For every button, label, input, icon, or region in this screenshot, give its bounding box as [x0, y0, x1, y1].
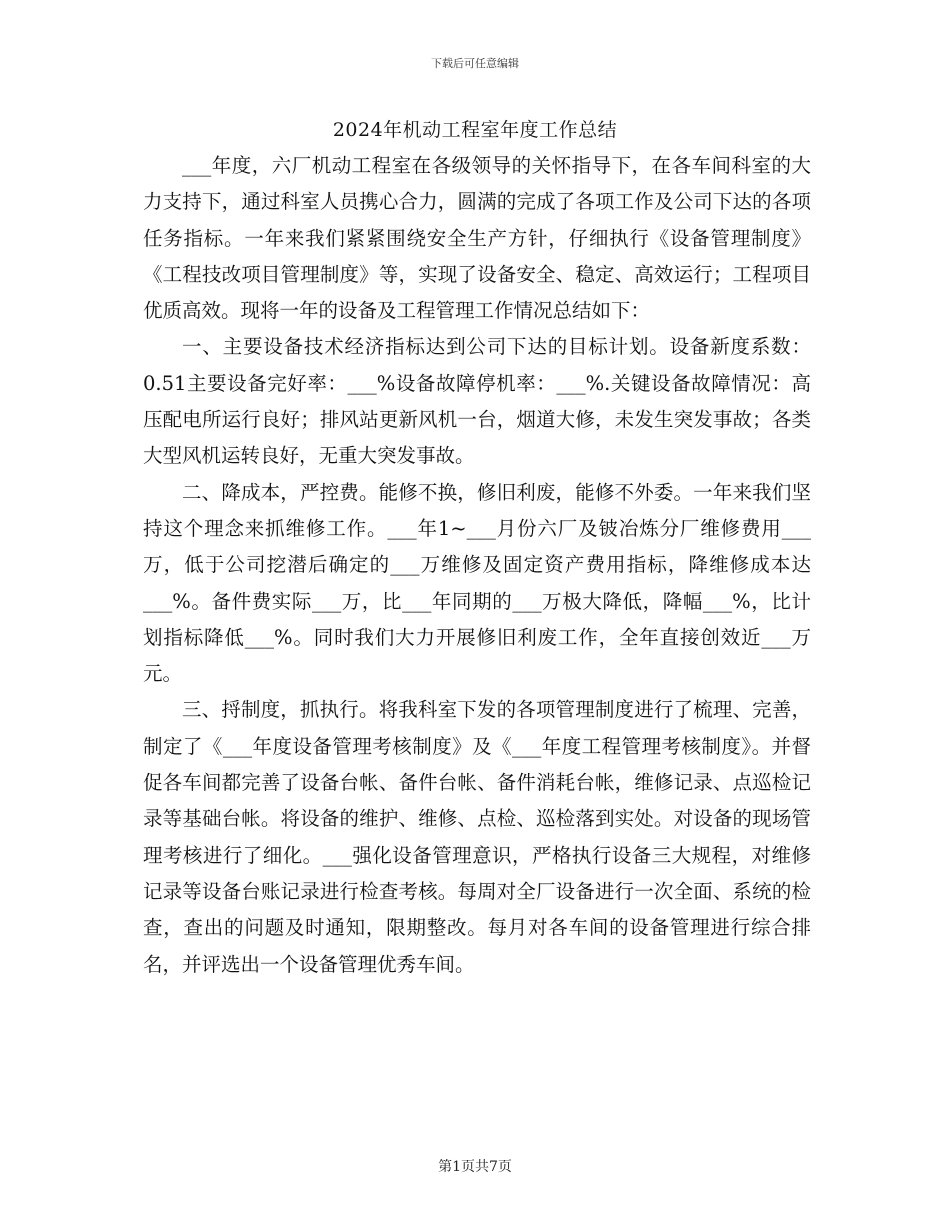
header-note: 下载后可任意编辑: [431, 57, 519, 70]
document-title: 2024年机动工程室年度工作总结: [332, 119, 618, 141]
paragraph-section-3: 三、捋制度，抓执行。将我科室下发的各项管理制度进行了梳理、完善，制定了《___年度设备管理考核制度》及《___年度工程管理考核制度》。并督促各车间都完善了设备台帐、备件台帐、备件消耗台帐，维修记录、点巡检记录等基础台帐。将设备的维护、维修、点检、巡检落到实处。对设备的现场管理考核进行了细化。___强化设备管理意识，严格执行设备三大规程，对维修记录等设备台账记录进行检查考核。每周对全厂设备进行一次全面、系统的检查，查出的问题及时通知，限期整改。每月对各车间的设备管理进行综合排名，并评选出一个设备管理优秀车间。: [143, 698, 811, 976]
paragraph-section-2: 二、降成本，严控费。能修不换，修旧利废，能修不外委。一年来我们坚持这个理念来抓维修工作。___年1~___月份六厂及铍冶炼分厂维修费用___万，低于公司挖潜后确定的___万维修及固定资产费用指标，降维修成本达___%。备件费实际___万，比___年同期的___万极大降低，降幅___%，比计划指标降低___%。同时我们大力开展修旧利废工作，全年直接创效近___万元。: [143, 480, 811, 686]
page-footer: 第1页共7页: [438, 1159, 512, 1175]
paragraph-section-1: 一、主要设备技术经济指标达到公司下达的目标计划。设备新度系数：0.51主要设备完好率：___%设备故障停机率：___%.关键设备故障情况：高压配电所运行良好；排风站更新风机一台，烟道大修，未发生突发事故；各类大型风机运转良好，无重大突发事故。: [143, 335, 811, 468]
document-body: [143, 148, 811, 983]
paragraph-intro: ___年度，六厂机动工程室在各级领导的关怀指导下，在各车间科室的大力支持下，通过科室人员携心合力，圆满的完成了各项工作及公司下达的各项任务指标。一年来我们紧紧围绕安全生产方针，仔细执行《设备管理制度》《工程技改项目管理制度》等，实现了设备安全、稳定、高效运行；工程项目优质高效。现将一年的设备及工程管理工作情况总结如下：: [143, 154, 811, 323]
